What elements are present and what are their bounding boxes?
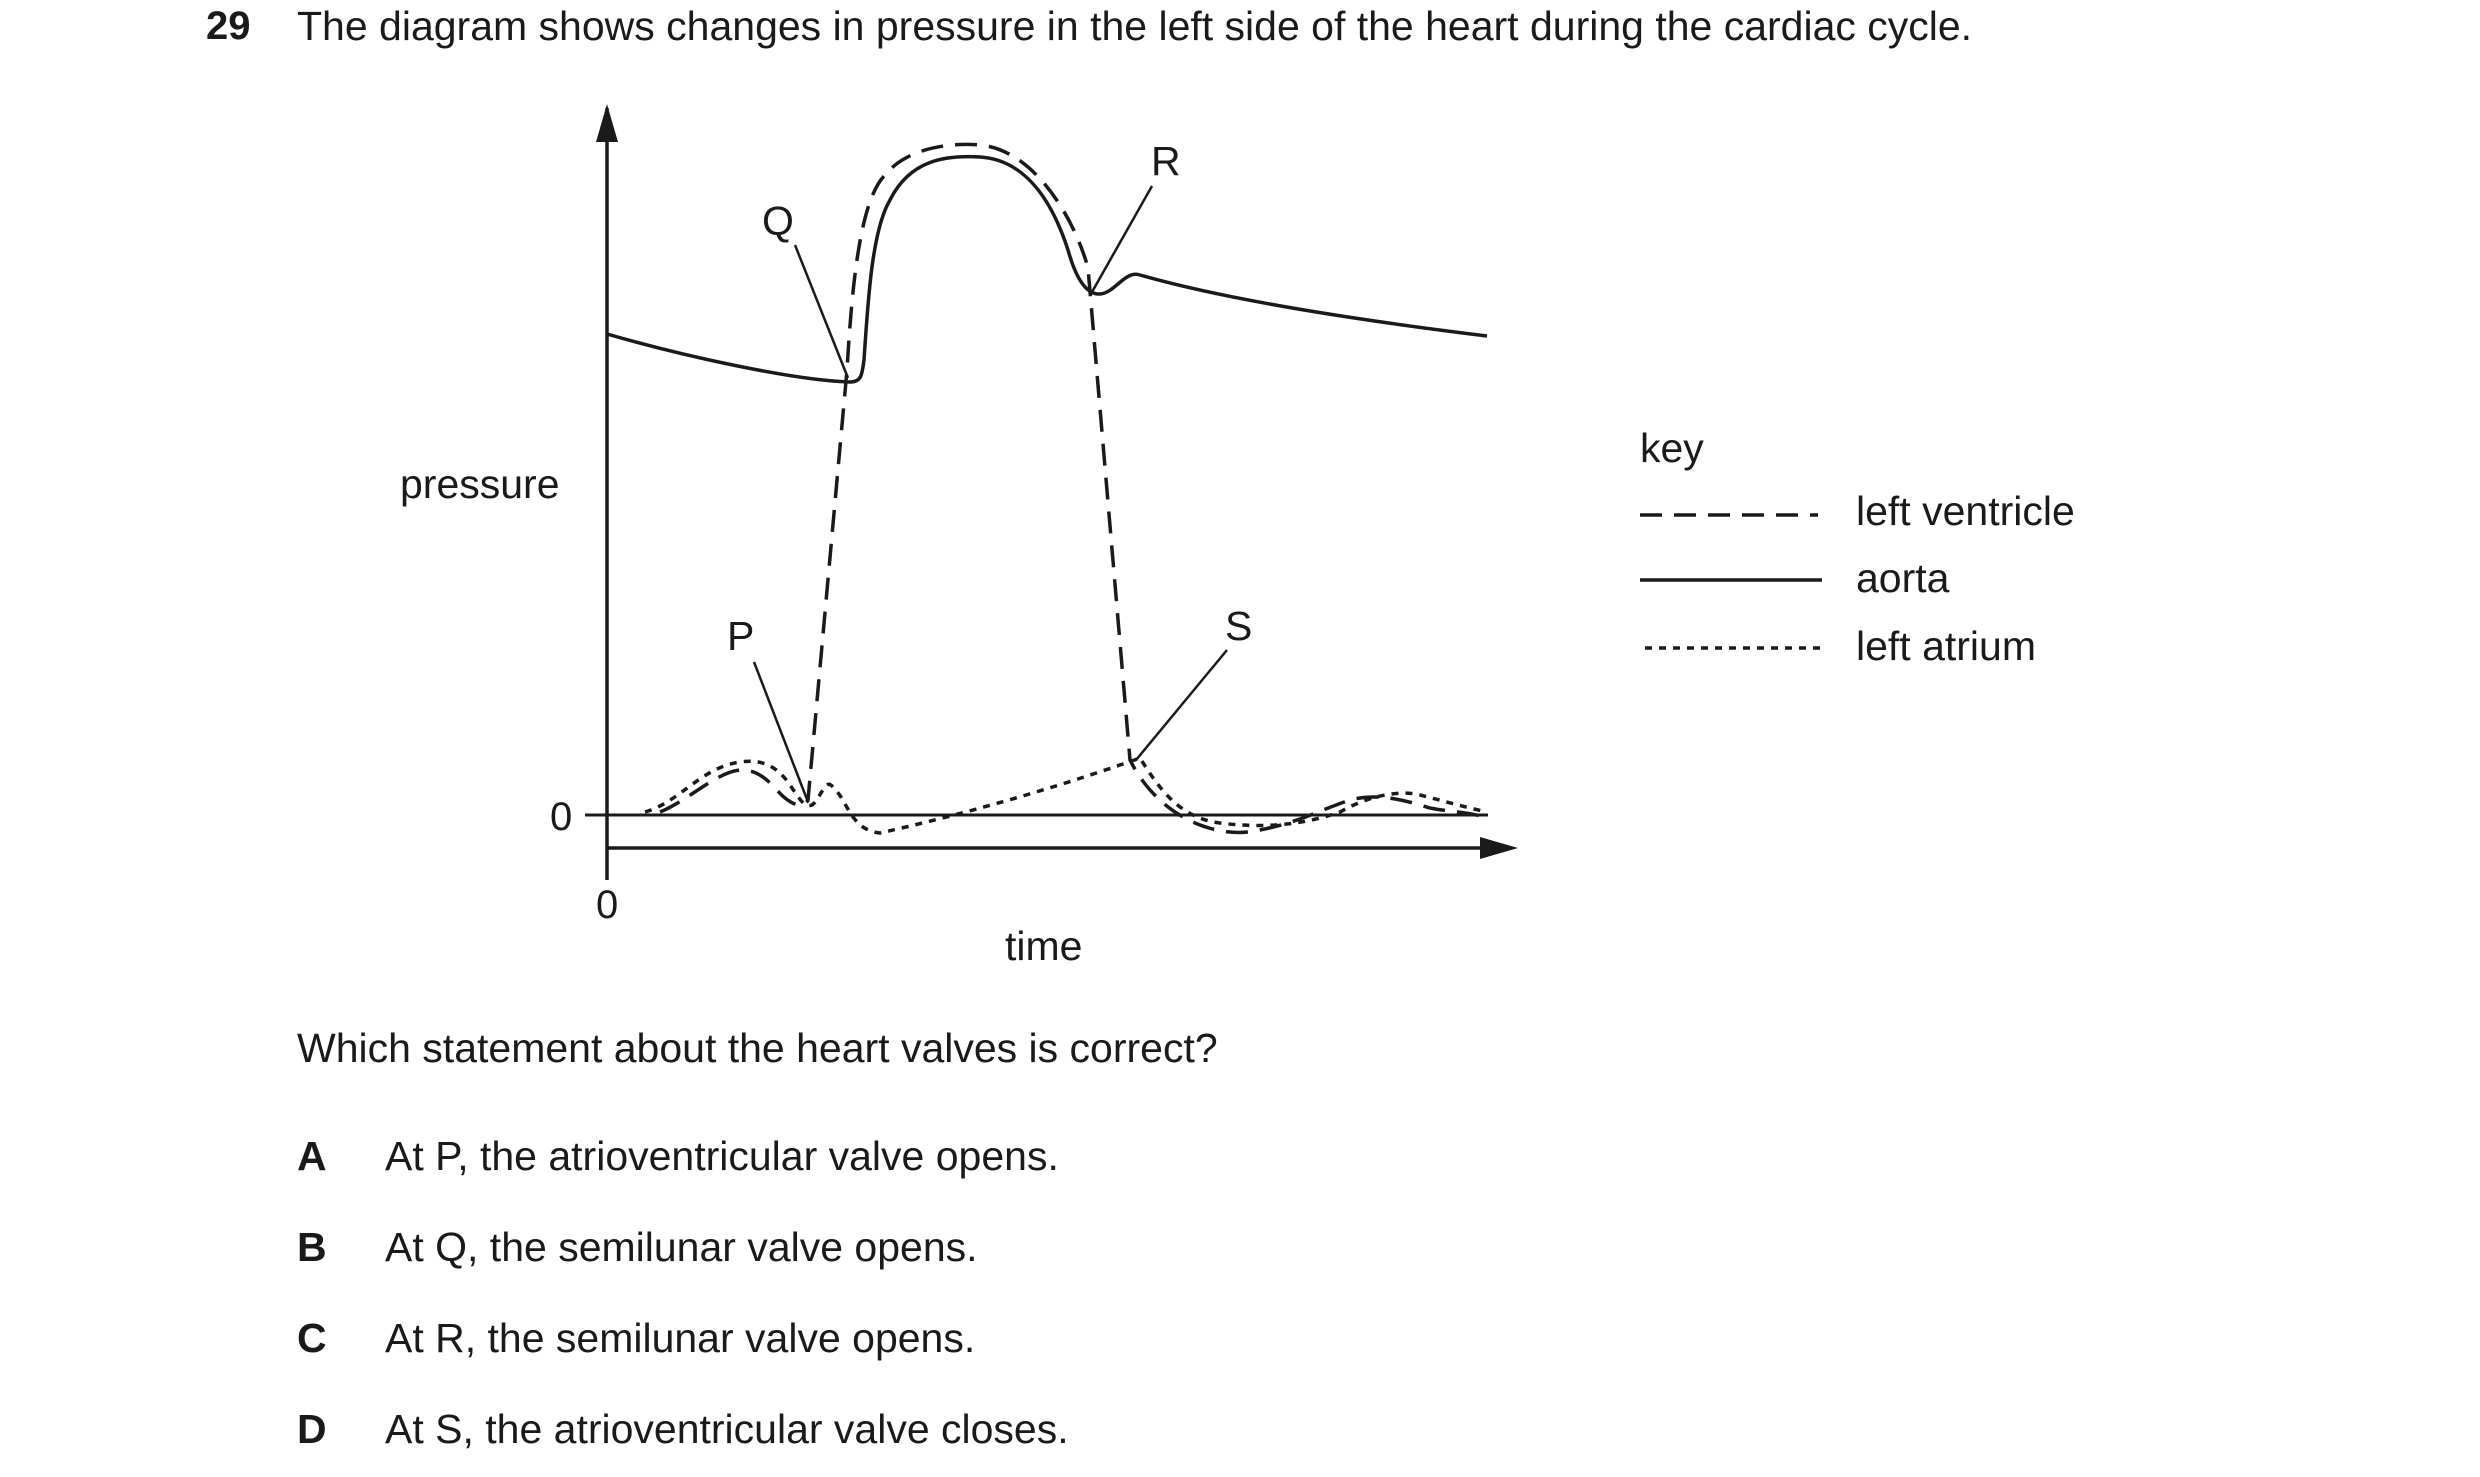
- x-zero-label: 0: [596, 883, 619, 927]
- point-label-p: P: [727, 613, 755, 659]
- option-c[interactable]: [297, 1312, 975, 1364]
- option-b[interactable]: [297, 1221, 978, 1273]
- option-d[interactable]: [297, 1403, 1069, 1455]
- option-letter: C: [297, 1315, 327, 1361]
- x-axis-label: time: [1005, 923, 1083, 969]
- question-text: The diagram shows changes in pressure in the left side of the heart during the cardiac cycle.: [297, 3, 1973, 49]
- key-label-aorta: aorta: [1856, 555, 1950, 601]
- option-text: At S, the atrioventricular valve closes.: [385, 1406, 1069, 1452]
- leader-line-q: [795, 245, 848, 378]
- point-label-r: R: [1151, 138, 1181, 184]
- left-atrium-curve: [645, 758, 1487, 833]
- option-text: At R, the semilunar valve opens.: [385, 1315, 976, 1361]
- option-text: At Q, the semilunar valve opens.: [385, 1224, 978, 1270]
- option-text: At P, the atrioventricular valve opens.: [385, 1133, 1059, 1179]
- point-label-q: Q: [762, 198, 794, 244]
- option-letter: B: [297, 1224, 327, 1270]
- left-ventricle-curve: [660, 144, 1487, 832]
- aorta-curve: [607, 157, 1487, 382]
- option-letter: A: [297, 1133, 327, 1179]
- leader-line-s: [1136, 650, 1227, 760]
- y-zero-label: 0: [550, 795, 573, 839]
- point-label-s: S: [1225, 603, 1253, 649]
- key-label-left-ventricle: left ventricle: [1856, 488, 2075, 534]
- x-axis-arrow: [1480, 837, 1518, 859]
- question-number: 29: [206, 4, 251, 48]
- option-letter: D: [297, 1406, 327, 1452]
- key-title: key: [1640, 425, 1704, 471]
- question-stem: Which statement about the heart valves is correct?: [297, 1025, 1218, 1071]
- y-axis-label: pressure: [400, 461, 560, 507]
- key-label-left-atrium: left atrium: [1856, 623, 2036, 669]
- leader-line-p: [754, 662, 808, 802]
- option-a[interactable]: [297, 1130, 1059, 1182]
- y-axis-arrow: [596, 104, 618, 142]
